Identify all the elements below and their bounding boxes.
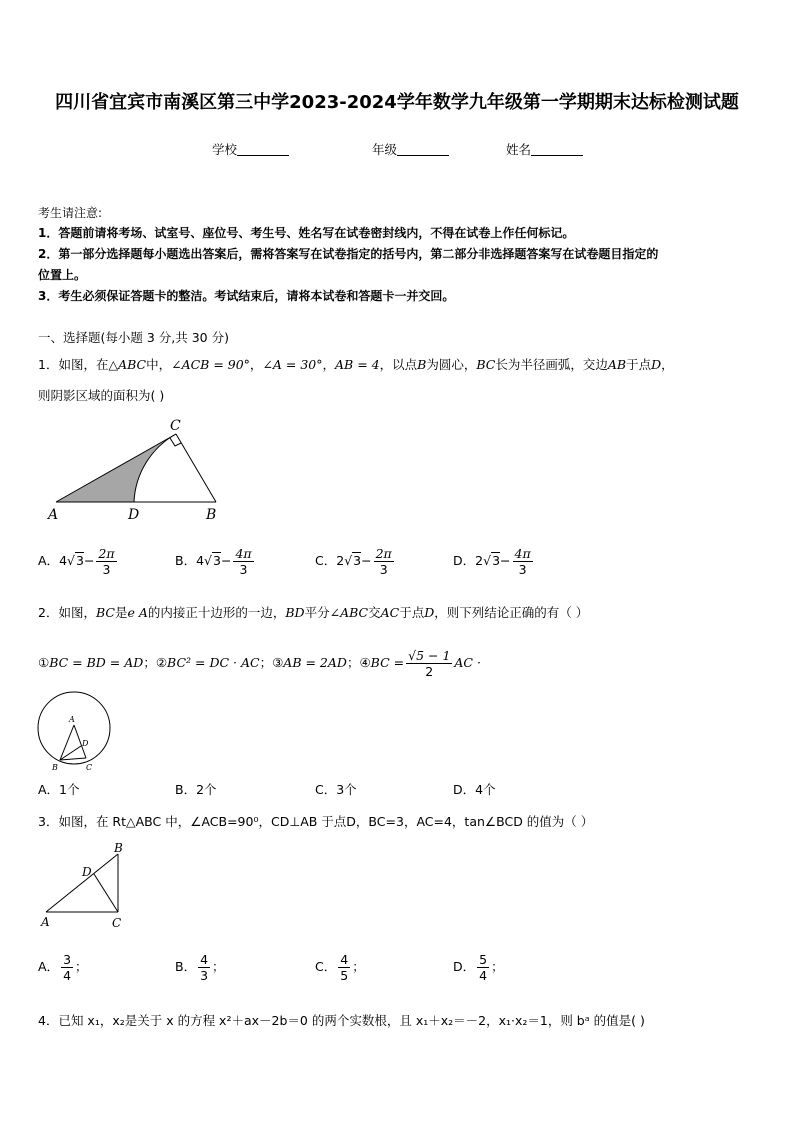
q2-label-a: A: [69, 715, 75, 724]
q3-option-b[interactable]: B． $\frac{4}{3}$ ；: [175, 952, 225, 983]
q3-figure: [36, 838, 136, 934]
notice-item-3: 3．考生必须保证答题卡的整洁。考试结束后，请将本试卷和答题卡一并交回。: [38, 289, 455, 303]
q2-figure: [36, 690, 116, 774]
q1-label-c: C: [170, 418, 181, 434]
q4-text: 4．已知 x₁，x₂是关于 x 的方程 x²＋ax－2b＝0 的两个实数根，且 x₁＋x₂＝－2，x₁·x₂＝1，则 bᵃ 的值是( ): [38, 1013, 645, 1028]
q2-option-d[interactable]: D．4个: [453, 782, 496, 797]
q1-option-b[interactable]: B．4√3− $\frac{4\pi}{3}$: [175, 546, 252, 577]
q2-line1: 2．如图，BC是e A的内接正十边形的一边，BD平分∠ABC交AC于点D，则下列结论正确的有（ ）: [38, 605, 589, 620]
q3-option-d[interactable]: D． $\frac{5}{4}$ ；: [453, 952, 504, 983]
page-title: 四川省宜宾市南溪区第三中学2023-2024学年数学九年级第一学期期末达标检测试题: [55, 92, 739, 113]
q1-line1: 1．如图，在△ABC中，∠ACB = 90°，∠A = 30°，AB = 4，以点B为圆心，BC长为半径画弧，交边AB于点D，: [38, 357, 674, 372]
q3-option-c[interactable]: C． $\frac{4}{5}$ ；: [315, 952, 365, 983]
q1-label-a: A: [48, 507, 59, 523]
q2-option-a[interactable]: A．1个: [38, 782, 80, 797]
q1-option-c[interactable]: C．2√3− $\frac{2\pi}{3}$: [315, 546, 392, 577]
q1-figure: [40, 412, 230, 524]
q3-label-a: A: [41, 915, 50, 929]
school-field[interactable]: [212, 140, 289, 158]
grade-label: 年级: [372, 142, 398, 157]
notice-heading: 考生请注意:: [38, 206, 103, 220]
notice-item-1: 1．答题前请将考场、试室号、座位号、考生号、姓名写在试卷密封线内，不得在试卷上作任何标记。: [38, 226, 575, 240]
q3-label-b: B: [114, 841, 123, 855]
q1-option-a[interactable]: A．4√3− $\frac{2\pi}{3}$: [38, 546, 115, 577]
q1-line2: 则阴影区域的面积为( ): [38, 388, 165, 403]
q2-label-d: D: [82, 739, 89, 748]
school-blank[interactable]: [237, 143, 289, 156]
q2-option-b[interactable]: B．2个: [175, 782, 217, 797]
grade-field[interactable]: [372, 140, 449, 158]
notice-item-2b: 位置上。: [38, 268, 87, 282]
q2-label-b: B: [52, 763, 58, 772]
grade-blank[interactable]: [397, 143, 449, 156]
q2-option-c[interactable]: C．3个: [315, 782, 357, 797]
q2-statements: ①BC = BD = AD；②BC² = DC · AC；③AB = 2AD；④BC = $\frac{√5 - 1}{2}$ AC ·: [38, 648, 481, 679]
section-heading: 一、选择题(每小题 3 分,共 30 分): [38, 330, 229, 345]
notice-item-2a: 2．第一部分选择题每小题选出答案后，需将答案写在试卷指定的括号内，第二部分非选择题答案写在试卷题目指定的: [38, 247, 659, 261]
q3-option-a[interactable]: A． $\frac{3}{4}$ ；: [38, 952, 88, 983]
name-blank[interactable]: [531, 143, 583, 156]
q3-text: 3．如图，在 Rt△ABC 中，∠ACB=90⁰，CD⊥AB 于点D，BC=3，AC=4，tan∠BCD 的值为（ ）: [38, 814, 594, 829]
q3-label-c: C: [112, 916, 122, 930]
q1-label-d: D: [128, 507, 140, 523]
name-field[interactable]: [506, 140, 583, 158]
q2-label-c: C: [86, 763, 93, 772]
name-label: 姓名: [506, 142, 532, 157]
q3-label-d: D: [82, 865, 92, 879]
q1-option-d[interactable]: D．2√3− $\frac{4\pi}{3}$: [453, 546, 531, 577]
q1-label-b: B: [206, 507, 217, 523]
school-label: 学校: [212, 142, 238, 157]
